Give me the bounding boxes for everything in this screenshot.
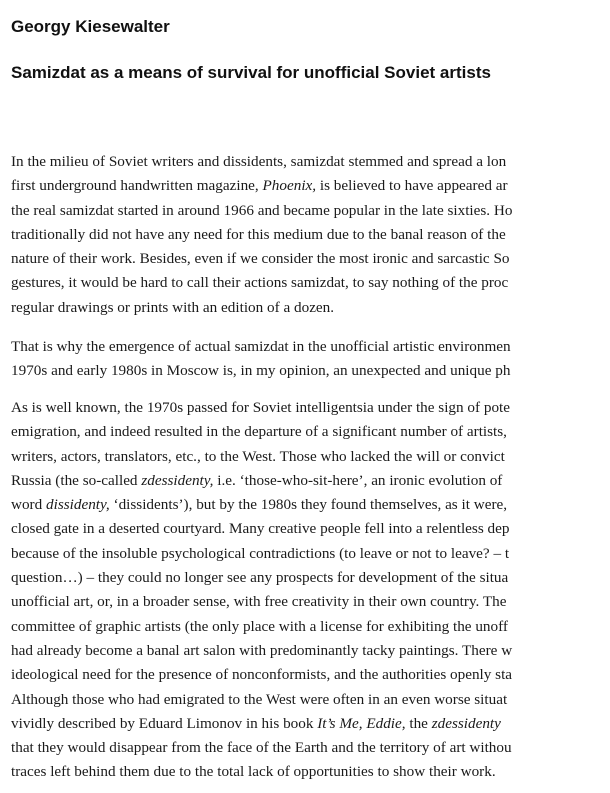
- italic-text: dissidenty,: [46, 496, 110, 514]
- text-line: [11, 335, 511, 359]
- text-segment: committee of graphic artists (the only place with a license for exhibiting the unoff: [11, 617, 508, 635]
- text-segment: first underground handwritten magazine,: [11, 177, 263, 195]
- paragraph-2: [11, 335, 511, 384]
- text-line: [11, 296, 512, 320]
- text-line: [11, 199, 512, 223]
- text-line: [11, 174, 512, 198]
- text-segment: i.e. ‘those-who-sit-here’, an ironic evolution of: [213, 471, 503, 489]
- text-segment: traditionally did not have any need for this medium due to the banal reason of the: [11, 225, 506, 243]
- italic-text: zdessidenty,: [141, 471, 214, 489]
- text-segment: closed gate in a deserted courtyard. Many creative people fell into a relentless dep: [11, 520, 510, 538]
- text-segment: ‘dissidents’), but by the 1980s they found themselves, as it were,: [109, 496, 508, 514]
- text-line: [11, 590, 512, 614]
- text-line: [11, 712, 512, 736]
- text-segment: is believed to have appeared ar: [316, 177, 508, 195]
- text-line: [11, 542, 512, 566]
- text-line: [11, 469, 512, 493]
- text-line: [11, 517, 512, 541]
- text-line: [11, 760, 512, 784]
- italic-text: zdessidenty: [431, 714, 501, 732]
- text-line: [11, 639, 512, 663]
- paragraph-1: [11, 150, 512, 320]
- text-segment: the real samizdat started in around 1966 and became popular in the late sixties. Ho: [11, 201, 513, 219]
- text-segment: nature of their work. Besides, even if we consider the most ironic and sarcastic So: [11, 250, 510, 268]
- article-title: Samizdat as a means of survival for unofficial Soviet artists: [11, 63, 491, 82]
- text-line: [11, 445, 512, 469]
- italic-text: It’s Me, Eddie,: [317, 714, 406, 732]
- text-segment: 1970s and early 1980s in Moscow is, in my opinion, an unexpected and unique ph: [11, 362, 511, 380]
- text-segment: vividly described by Eduard Limonov in his book: [11, 714, 318, 732]
- text-segment: Russia (the so-called: [11, 471, 142, 489]
- text-line: [11, 247, 512, 271]
- text-segment: Although those who had emigrated to the West were often in an even worse situat: [11, 690, 508, 708]
- author-name: Georgy Kiesewalter: [11, 17, 170, 36]
- text-segment: traces left behind them due to the total lack of opportunities to show their work.: [11, 763, 496, 781]
- text-segment: word: [11, 496, 47, 514]
- text-segment: because of the insoluble psychological contradictions (to leave or not to leave? – t: [11, 544, 510, 562]
- text-line: [11, 420, 512, 444]
- text-line: [11, 566, 512, 590]
- text-segment: ideological need for the presence of nonconformists, and the authorities openly sta: [11, 666, 513, 684]
- text-line: [11, 493, 512, 517]
- text-segment: writers, actors, translators, etc., to the West. Those who lacked the will or convict: [11, 447, 505, 465]
- text-segment: gestures, it would be hard to call their actions samizdat, to say nothing of the proc: [11, 274, 509, 292]
- paragraph-3: [11, 396, 512, 785]
- text-line: [11, 223, 512, 247]
- text-segment: In the milieu of Soviet writers and dissidents, samizdat stemmed and spread a lon: [11, 153, 507, 170]
- text-line: [11, 271, 512, 295]
- text-segment: emigration, and indeed resulted in the departure of a significant number of artists,: [11, 423, 507, 441]
- text-segment: the: [405, 714, 432, 732]
- text-line: [11, 396, 512, 420]
- text-segment: As is well known, the 1970s passed for Soviet intelligentsia under the sign of pote: [11, 399, 511, 416]
- text-line: [11, 150, 512, 174]
- text-line: [11, 615, 512, 639]
- text-segment: question…) – they could no longer see any prospects for development of the situa: [11, 569, 509, 587]
- text-line: [11, 663, 512, 687]
- italic-text: Phoenix,: [262, 177, 317, 195]
- text-segment: had already become a banal art salon with predominantly tacky paintings. There w: [11, 641, 513, 659]
- text-segment: That is why the emergence of actual samizdat in the unofficial artistic environmen: [11, 338, 511, 355]
- text-line: [11, 359, 511, 383]
- text-segment: regular drawings or prints with an edition of a dozen.: [11, 298, 335, 316]
- text-segment: unofficial art, or, in a broader sense, with free creativity in their own country. The: [11, 593, 507, 611]
- text-segment: that they would disappear from the face of the Earth and the territory of art withou: [11, 739, 512, 757]
- text-line: [11, 688, 512, 712]
- text-line: [11, 736, 512, 760]
